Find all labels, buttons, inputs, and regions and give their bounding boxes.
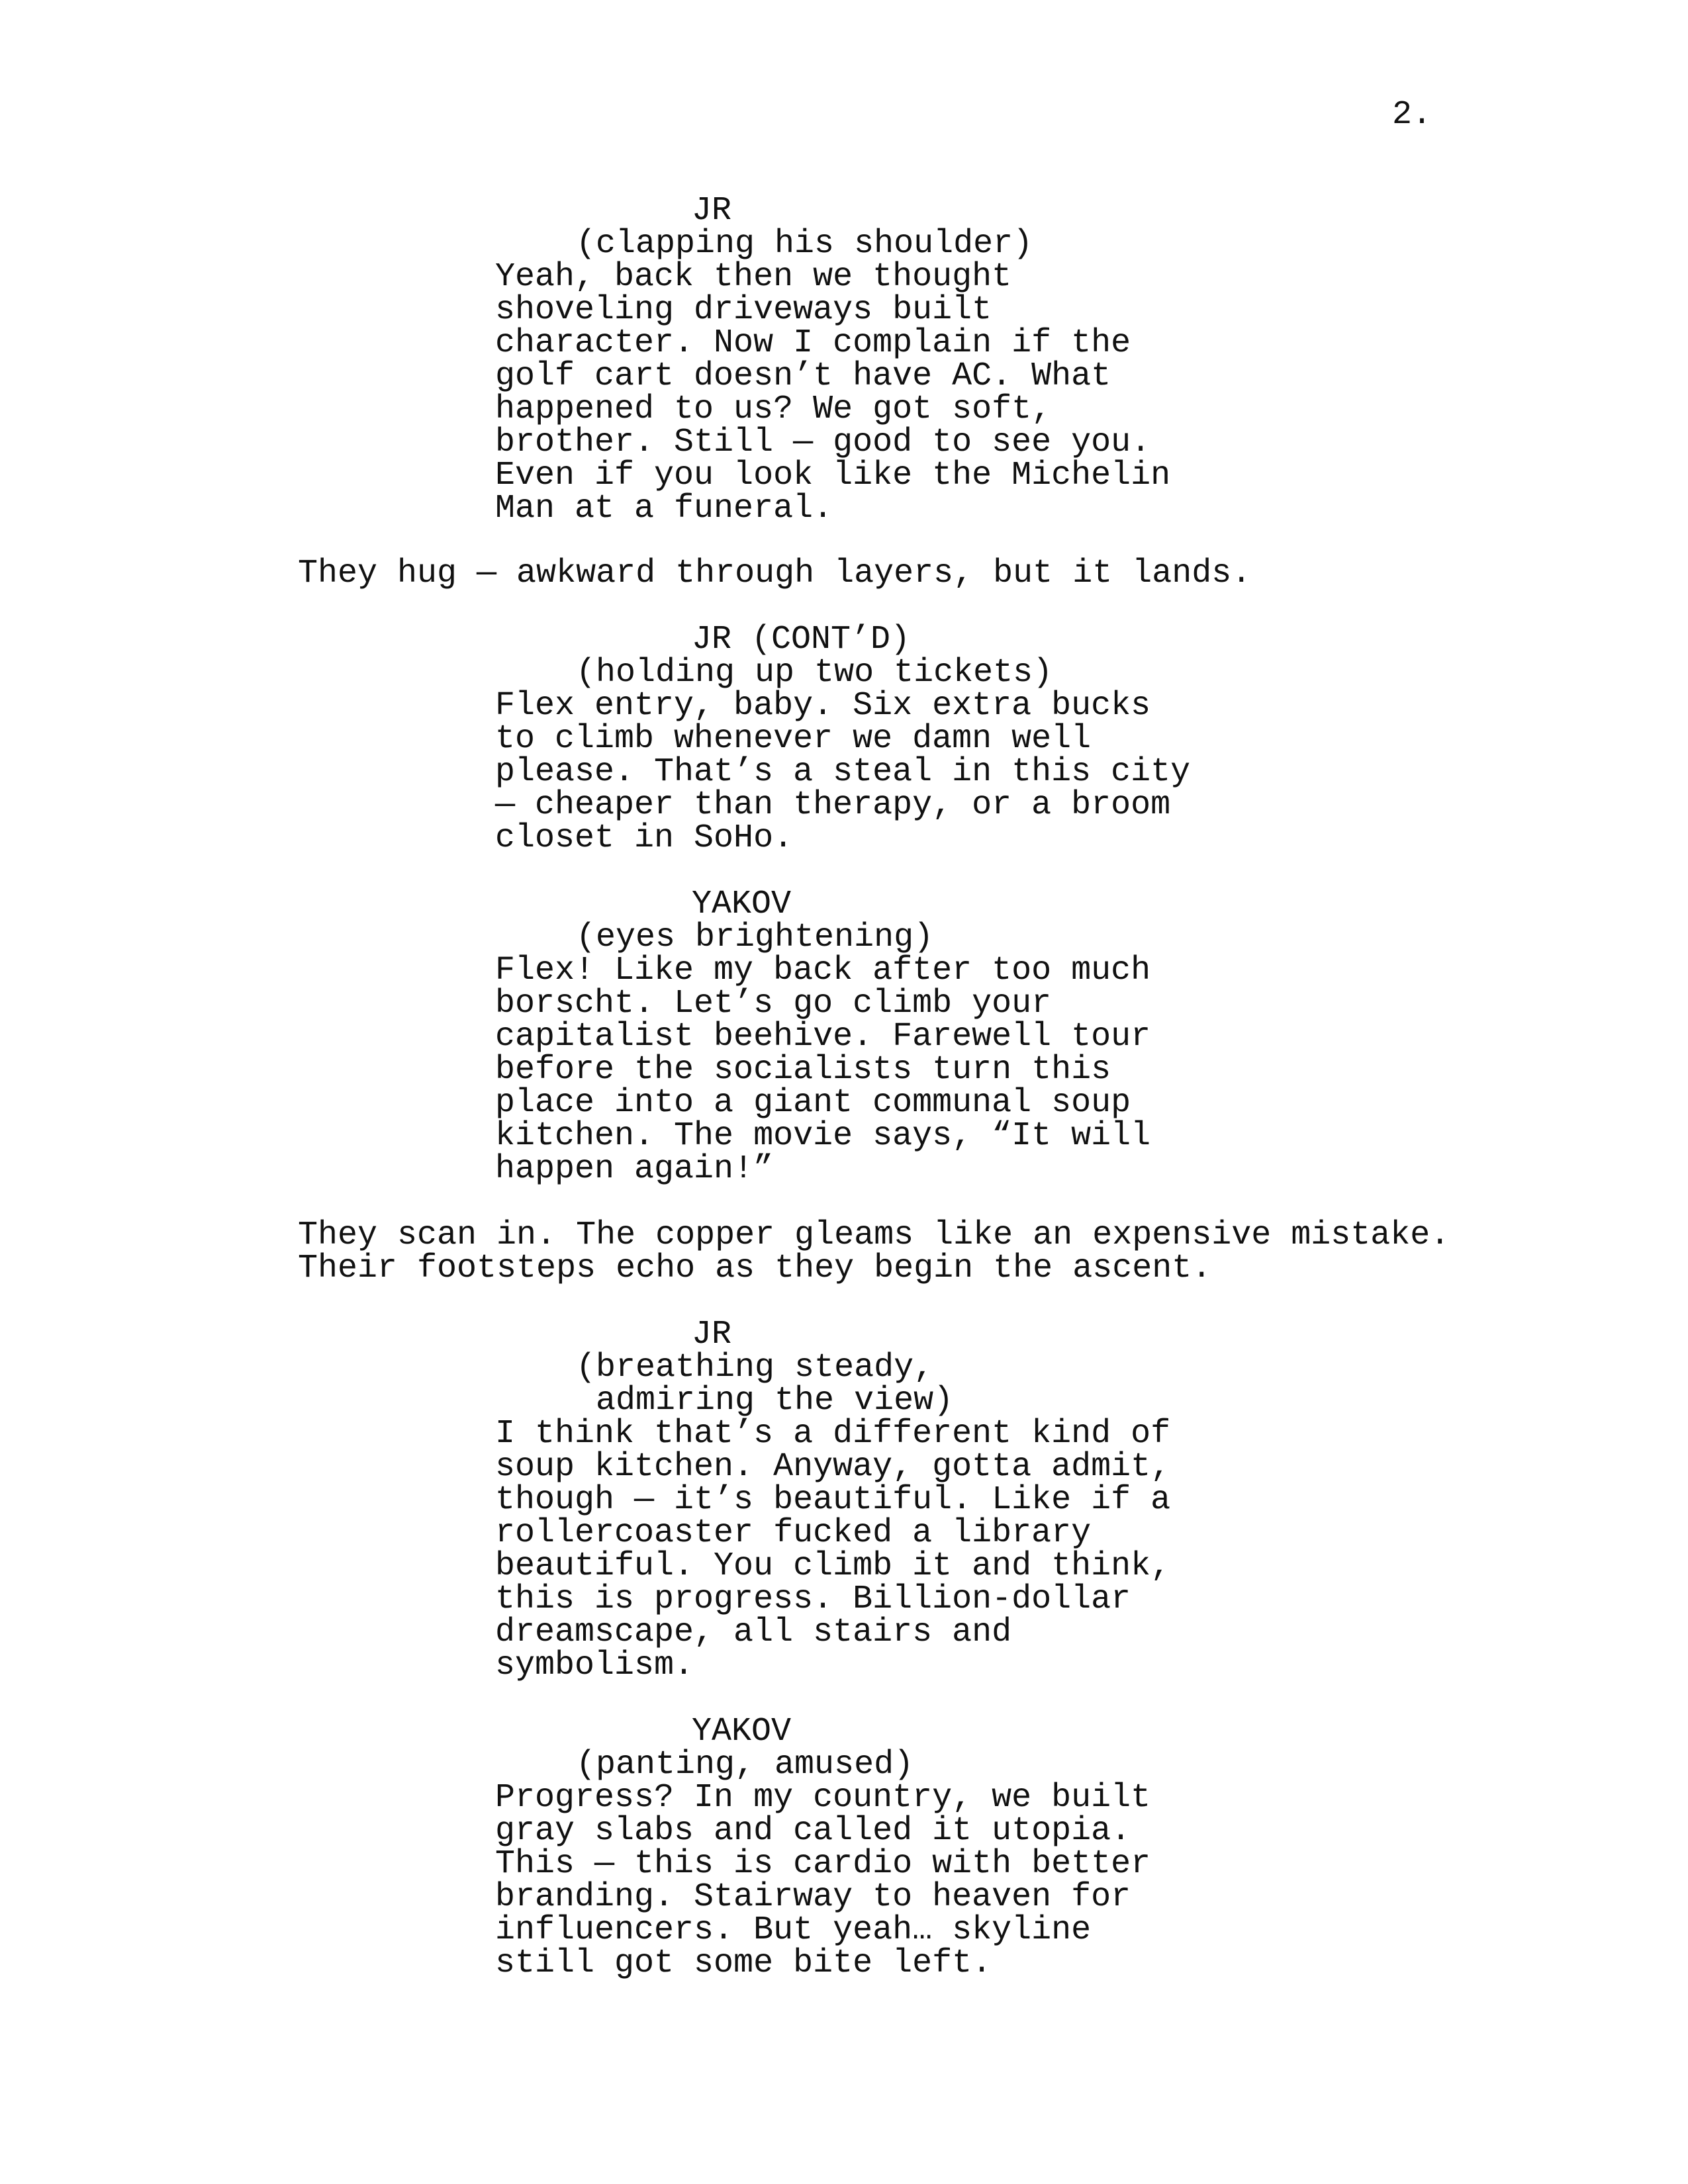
dialogue: Progress? In my country, we built gray slabs and called it utopia. This — this is cardio with better branding. Stairway to heaven for influencers. But yeah… skyline still got some bite left. bbox=[495, 1779, 1151, 1982]
parenthetical: (panting, amused) bbox=[576, 1746, 914, 1784]
dialogue: I think that’s a different kind of soup kitchen. Anyway, gotta admit, though — it’s beautiful. Like if a rollercoaster fucked a library beautiful. You climb it and think, this is progress. Billion-dollar dreamscape, all stairs and symbolism. bbox=[495, 1415, 1171, 1684]
parenthetical: (clapping his shoulder) bbox=[576, 225, 1033, 263]
character-name: YAKOV bbox=[692, 1713, 792, 1751]
character-name: JR bbox=[692, 192, 732, 230]
action-line: They scan in. The copper gleams like an expensive mistake. Their footsteps echo as they begin the ascent. bbox=[298, 1216, 1450, 1287]
page-number: 2. bbox=[1392, 96, 1432, 134]
dialogue: Flex! Like my back after too much borscht. Let’s go climb your capitalist beehive. Farewell tour before the socialists turn this place into a giant communal soup kitchen. The movie says, “It will happen again!” bbox=[495, 952, 1151, 1188]
character-name: JR bbox=[692, 1316, 732, 1353]
dialogue: Yeah, back then we thought shoveling driveways built character. Now I complain if the golf cart doesn’t have AC. What happened to us? We got soft, brother. Still — good to see you. Even if you look like the Michelin Man at a funeral. bbox=[495, 258, 1171, 527]
character-name: YAKOV bbox=[692, 886, 792, 923]
dialogue: Flex entry, baby. Six extra bucks to climb whenever we damn well please. That’s a steal in this city — cheaper than therapy, or a broom closet in SoHo. bbox=[495, 687, 1191, 857]
parenthetical: (breathing steady, admiring the view) bbox=[576, 1349, 954, 1420]
parenthetical: (eyes brightening) bbox=[576, 919, 934, 956]
character-name: JR (CONT’D) bbox=[692, 621, 911, 659]
parenthetical: (holding up two tickets) bbox=[576, 654, 1053, 692]
action-line: They hug — awkward through layers, but it lands. bbox=[298, 555, 1252, 592]
